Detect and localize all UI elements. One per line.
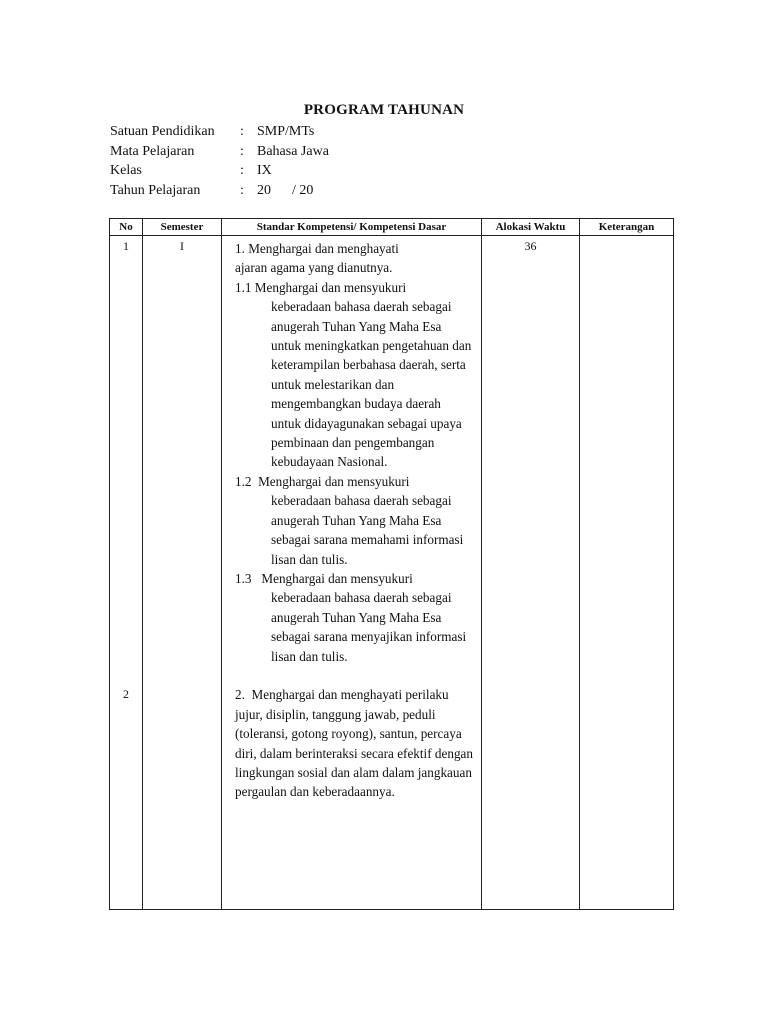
- kd-number: 1.1: [235, 279, 252, 295]
- semester-value: I: [180, 239, 184, 253]
- meta-value: 20 / 20: [257, 182, 314, 198]
- table-header-row: [110, 219, 674, 236]
- sk-1-heading: 1. Menghargai dan menghayati: [235, 241, 399, 256]
- meta-separator: :: [240, 182, 244, 198]
- sk-1-continuation: ajaran agama yang dianutnya.: [235, 260, 393, 276]
- header-standar-kompetensi: Standar Kompetensi/ Kompetensi Dasar: [222, 219, 482, 236]
- row-number: 1: [123, 239, 129, 253]
- kd-text: keberadaan bahasa daerah sebagai anugerah Tuhan Yang Maha Esa sebagai sarana memahami informasi lisan dan tulis.: [271, 493, 464, 567]
- row-number: 2: [123, 687, 129, 701]
- page-title: PROGRAM TAHUNAN: [303, 102, 465, 118]
- header-keterangan: Keterangan: [580, 219, 674, 236]
- program-tahunan-table: [109, 218, 674, 910]
- kd-first-line: Menghargai dan mensyukuri: [254, 279, 407, 295]
- kd-number: 1.3: [235, 570, 252, 586]
- meta-value: SMP/MTs: [257, 124, 315, 139]
- cell-no: [110, 236, 143, 910]
- cell-standar-kompetensi: [222, 236, 482, 910]
- meta-label: Tahun Pelajaran: [110, 182, 201, 198]
- table-row: [110, 236, 674, 910]
- meta-label: Kelas: [110, 163, 142, 178]
- meta-separator: :: [240, 124, 244, 139]
- cell-keterangan: [580, 236, 674, 910]
- kd-1-1: [235, 278, 473, 472]
- meta-label: Mata Pelajaran: [110, 143, 195, 159]
- kd-1-3: [235, 569, 473, 666]
- kd-text: keberadaan bahasa daerah sebagai anugerah Tuhan Yang Maha Esa sebagai sarana menyajikan informasi lisan dan tulis.: [271, 590, 467, 664]
- meta-separator: :: [240, 143, 244, 159]
- meta-value: IX: [257, 163, 272, 178]
- meta-row-kelas: [110, 161, 329, 181]
- meta-value: Bahasa Jawa: [257, 143, 329, 159]
- kd-first-line: Menghargai dan mensyukuri: [258, 473, 410, 489]
- cell-alokasi-waktu: [482, 236, 580, 910]
- header-alokasi-waktu: Alokasi Waktu: [482, 219, 580, 236]
- header-semester: Semester: [143, 219, 222, 236]
- meta-row-mata-pelajaran: [110, 142, 329, 162]
- meta-separator: :: [240, 163, 244, 178]
- kd-1-2: [235, 472, 473, 569]
- document-meta: [110, 122, 329, 200]
- cell-semester: [143, 236, 222, 910]
- kd-number: 1.2: [235, 473, 252, 489]
- kd-text: keberadaan bahasa daerah sebagai anugerah Tuhan Yang Maha Esa untuk meningkatkan pengetahuan dan keterampilan berbahasa daerah, serta untuk melestarikan dan mengembangkan budaya daerah untuk didayagunakan sebagai upaya pembinaan dan pengembangan kebudayaan Nasional.: [271, 299, 472, 470]
- header-no: No: [110, 219, 143, 236]
- meta-label: Satuan Pendidikan: [110, 124, 215, 139]
- alokasi-waktu-value: 36: [524, 239, 537, 253]
- meta-row-satuan-pendidikan: [110, 122, 329, 142]
- meta-row-tahun-pelajaran: [110, 181, 329, 201]
- sk-2: 2. Menghargai dan menghayati perilaku jujur, disiplin, tanggung jawab, peduli (toleransi, gotong royong), santun, percaya diri, dalam berinteraksi secara efektif dengan lingkungan sosial dan alam dalam jangkauan pergaulan dan keberadaannya.: [235, 687, 477, 800]
- kd-first-line: Menghargai dan mensyukuri: [261, 570, 413, 586]
